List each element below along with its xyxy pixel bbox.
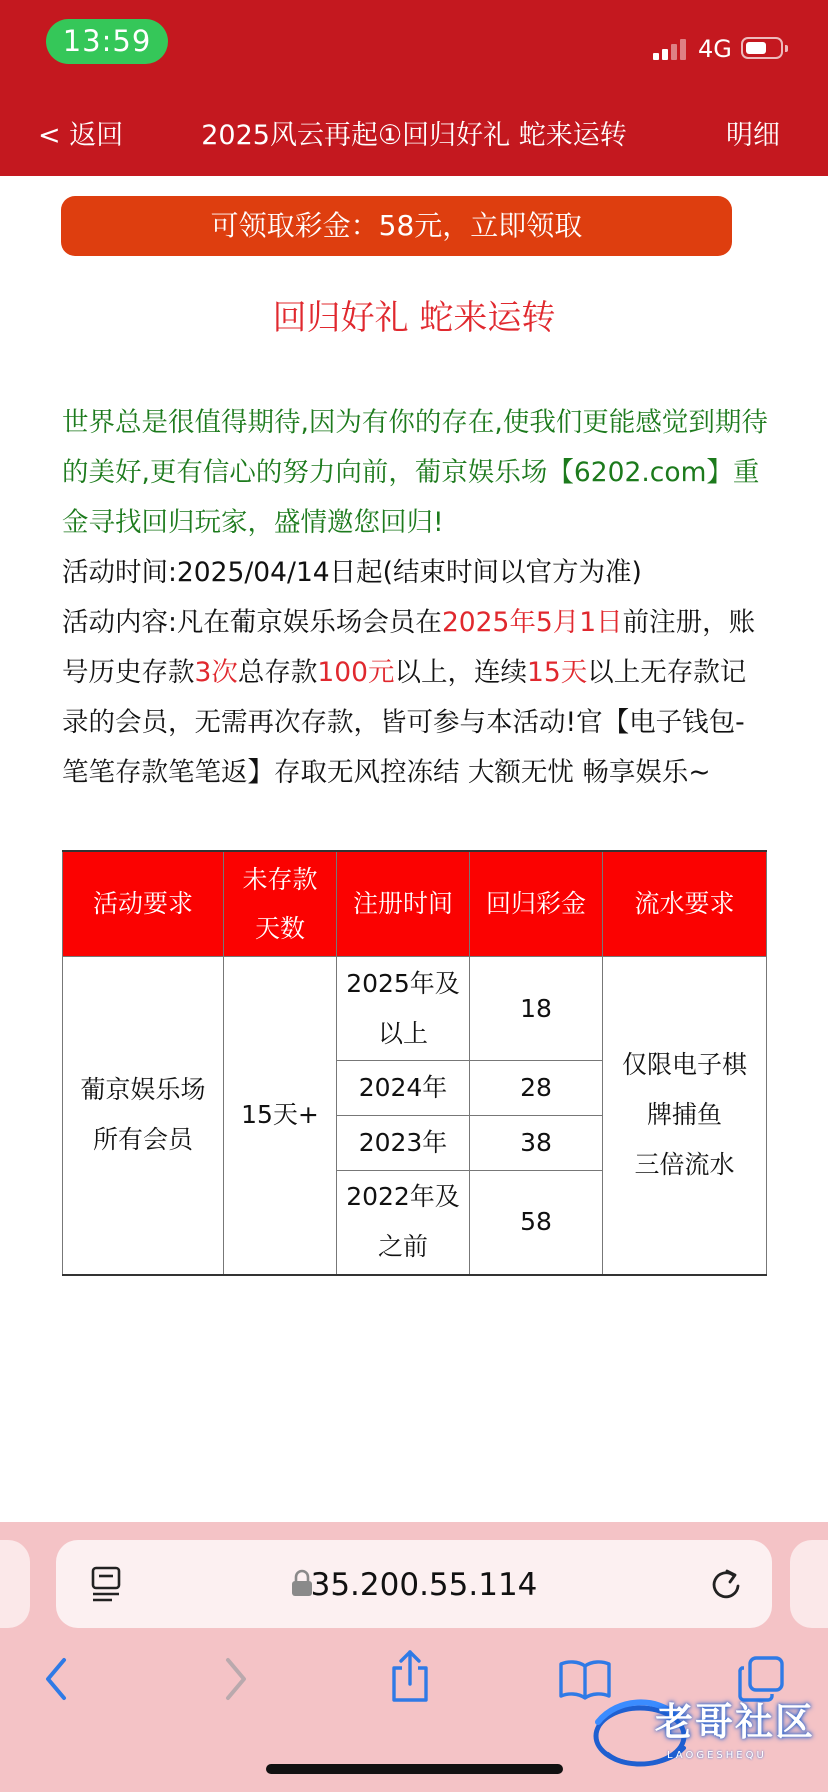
reg-time-cell: [337, 957, 470, 1061]
signal-icon: [653, 38, 689, 60]
content-text: 前注册，账号历史存款: [62, 607, 756, 688]
content-text: 总存款: [237, 657, 318, 688]
home-indicator[interactable]: [266, 1764, 563, 1774]
page-title: 2025风云再起①回归好礼 蛇来运转: [201, 120, 627, 151]
requirement-cell: [63, 957, 224, 1275]
table-header-cell: 活动要求: [63, 851, 224, 957]
reg-time-line: 2025年及: [346, 968, 460, 998]
table-row: [63, 957, 767, 1061]
promo-time: 活动时间:2025/04/14日起(结束时间以官方为准): [62, 557, 642, 588]
rules-table: [62, 850, 767, 1276]
table-header-cell: 未存款天数: [224, 851, 337, 957]
table-header-cell: 注册时间: [337, 851, 470, 957]
table-header-cell: 回归彩金: [470, 851, 603, 957]
days-cell: 15天+: [224, 957, 337, 1275]
previous-tab-card[interactable]: [0, 1540, 30, 1628]
requirement-line: 所有会员: [92, 1125, 193, 1155]
bonus-cell: 28: [470, 1061, 603, 1116]
content-count: 3次: [194, 657, 238, 688]
content-text: 以上无存款记录的会员，无需再次存款，皆可参与本活动!官【电子钱包-笔笔存款笔笔返】存取无风控冻结 大额无忧 畅享娱乐~: [62, 657, 747, 788]
turnover-cell: [603, 957, 767, 1275]
promo-intro: 世界总是很值得期待,因为有你的存在,使我们更能感觉到期待的美好,更有信心的努力向前，葡京娱乐场【6202.com】重金寻找回归玩家，盛情邀您回归!: [62, 407, 768, 538]
reg-time-line: 之前: [377, 1232, 428, 1262]
detail-button[interactable]: 明细: [726, 120, 780, 151]
promo-content: [62, 598, 770, 798]
content-days: 15天: [526, 657, 588, 688]
content-text: 以上，连续: [394, 657, 527, 688]
bonus-cell: 38: [470, 1116, 603, 1171]
promo-description: [62, 398, 770, 798]
app-header: [0, 0, 828, 176]
battery-icon: [741, 37, 783, 59]
table-header-cell: 流水要求: [603, 851, 767, 957]
table-header-row: [63, 851, 767, 957]
url-text[interactable]: 35.200.55.114: [310, 1567, 538, 1603]
requirement-line: 葡京娱乐场: [80, 1075, 206, 1105]
reload-icon[interactable]: [710, 1566, 744, 1602]
back-button[interactable]: < 返回: [38, 120, 124, 151]
share-icon[interactable]: [388, 1648, 432, 1704]
next-tab-card[interactable]: [790, 1540, 828, 1628]
content-text: 活动内容:凡在葡京娱乐场会员在: [62, 607, 442, 638]
reg-time-cell: 2024年: [337, 1061, 470, 1116]
reg-time-line: 2022年及: [346, 1182, 460, 1212]
turnover-line: 三倍流水: [634, 1150, 735, 1180]
bonus-cell: 18: [470, 957, 603, 1061]
status-time: 13:59: [46, 19, 168, 64]
content-date: 2025年5月1日: [441, 607, 623, 638]
claim-bonus-button[interactable]: 可领取彩金：58元，立即领取: [61, 196, 732, 256]
turnover-line: 仅限电子棋: [621, 1050, 747, 1080]
watermark-subtext: LAOGESHEQU: [667, 1750, 767, 1761]
watermark-text: 老哥社区: [655, 1700, 816, 1744]
forward-icon[interactable]: [222, 1656, 250, 1702]
turnover-line: 牌捕鱼: [646, 1100, 722, 1130]
reg-time-line: 以上: [377, 1018, 428, 1048]
bonus-cell: 58: [470, 1171, 603, 1275]
promo-heading: 回归好礼 蛇来运转: [272, 298, 556, 338]
reg-time-cell: [337, 1171, 470, 1275]
back-icon[interactable]: [42, 1656, 70, 1702]
network-label: 4G: [698, 35, 732, 63]
reg-time-cell: 2023年: [337, 1116, 470, 1171]
content-amount: 100元: [317, 657, 395, 688]
address-bar[interactable]: [56, 1540, 772, 1628]
